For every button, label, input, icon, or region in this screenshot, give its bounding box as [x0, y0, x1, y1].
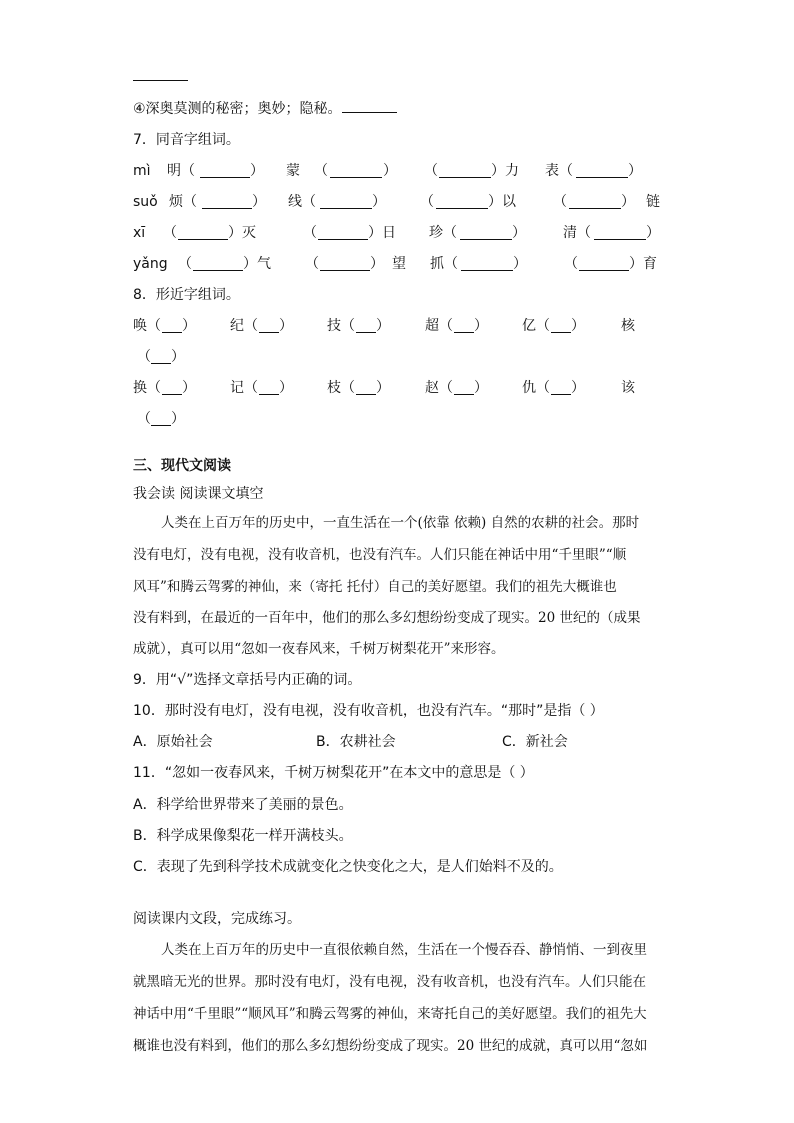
word-suffix: ）育: [629, 256, 657, 272]
answer-blank[interactable]: [594, 225, 646, 240]
section-subheading: 我会读 阅读课文填空: [133, 486, 264, 502]
answer-blank[interactable]: [551, 318, 571, 333]
q6-item-4: [133, 98, 397, 119]
passage-line: 没有料到，在最近的一百年中，他们的那么多幻想纷纷变成了现实。20 世纪的（成果: [133, 610, 641, 626]
passage-line: 人类在上百万年的历史中一直很依赖自然，生活在一个慢吞吞、静悄悄、一到夜里: [161, 942, 647, 958]
answer-blank[interactable]: [330, 163, 382, 178]
word-prefix: 唤（: [133, 318, 161, 334]
word-prefix: 珍（: [429, 225, 457, 241]
passage-line: 没有电灯，没有电视，没有收音机，也没有汽车。人们只能在神话中用“千里眼”“顺: [133, 547, 627, 563]
answer-blank[interactable]: [162, 380, 182, 395]
word-prefix: 表（: [545, 163, 573, 179]
word-prefix: 蒙: [286, 163, 300, 179]
q7-title: 7．同音字组词。: [133, 132, 240, 148]
passage-line: 就黑暗无光的世界。那时没有电灯，没有电视，没有收音机，也没有汽车。人们只能在: [133, 974, 646, 990]
word-suffix: ）: [182, 318, 196, 334]
reading-intro: 阅读课内文段，完成练习。: [133, 911, 301, 927]
word-suffix: ）: [571, 318, 585, 334]
word-suffix: ）: [571, 380, 585, 396]
answer-blank[interactable]: [439, 163, 491, 178]
word-suffix: ）: [171, 349, 185, 365]
word-suffix: ）日: [368, 225, 396, 241]
word-prefix: 仇（: [522, 380, 550, 396]
word-suffix: ）: [279, 380, 293, 396]
answer-blank[interactable]: [576, 163, 628, 178]
answer-blank[interactable]: [320, 256, 370, 271]
passage-line: 概谁也没有料到，他们的那么多幻想纷纷变成了现实。20 世纪的成就，真可以用“忽如: [133, 1038, 648, 1054]
word-suffix: ）: [182, 380, 196, 396]
word-prefix: 赵（: [425, 380, 453, 396]
word-prefix: 烦（: [169, 194, 197, 210]
answer-blank[interactable]: [200, 163, 250, 178]
answer-blank[interactable]: [193, 256, 243, 271]
passage-line: 人类在上百万年的历史中，一直生活在一个(依靠 依赖) 自然的农耕的社会。那时: [161, 515, 640, 531]
word-prefix: 核: [621, 318, 635, 334]
word-suffix: ）: [513, 256, 527, 272]
word-suffix: ）: [512, 225, 526, 241]
passage-line: 神话中用“千里眼”“顺风耳”和腾云驾雾的神仙，来寄托自己的美好愿望。我们的祖先大: [133, 1006, 647, 1022]
word-suffix: ）: [474, 380, 488, 396]
question-10: 10．那时没有电灯，没有电视，没有收音机，也没有汽车。“那时”是指（ ）: [133, 703, 604, 719]
pinyin-label: yǎng: [133, 256, 168, 272]
answer-blank[interactable]: [320, 194, 372, 209]
word-prefix: （: [420, 194, 434, 210]
word-prefix: 亿（: [522, 318, 550, 334]
answer-blank[interactable]: [356, 318, 376, 333]
answer-blank[interactable]: [259, 318, 279, 333]
word-prefix: （: [305, 256, 319, 272]
word-prefix: 该: [621, 380, 635, 396]
q6-item-4-text: ④深奥莫测的秘密；奥妙；隐秘。: [133, 101, 342, 117]
option-c[interactable]: C．表现了先到科学技术成就变化之快变化之大，是人们始料不及的。: [133, 859, 563, 875]
answer-blank[interactable]: [356, 380, 376, 395]
answer-blank[interactable]: [461, 256, 513, 271]
pinyin-label: suǒ: [133, 194, 158, 210]
word-suffix: ）以: [488, 194, 516, 210]
word-suffix: ）: [628, 163, 642, 179]
word-suffix: ）: [279, 318, 293, 334]
answer-blank[interactable]: [551, 380, 571, 395]
word-prefix: （: [564, 256, 578, 272]
word-prefix: （: [303, 225, 317, 241]
word-prefix: 换（: [133, 380, 161, 396]
word-prefix: （: [424, 163, 438, 179]
answer-blank[interactable]: [151, 349, 171, 364]
word-prefix: 明（: [167, 163, 195, 179]
word-prefix: （: [137, 411, 151, 427]
pinyin-label: mì: [133, 163, 151, 179]
word-prefix: 线（: [288, 194, 316, 210]
answer-blank[interactable]: [202, 194, 252, 209]
question-9: 9．用“√”选择文章括号内正确的词。: [133, 672, 362, 688]
word-suffix: ）: [372, 194, 386, 210]
option-b[interactable]: B．农耕社会: [316, 734, 396, 750]
word-suffix: ）: [474, 318, 488, 334]
answer-blank[interactable]: [460, 225, 512, 240]
word-prefix: 纪（: [230, 318, 258, 334]
word-prefix: （: [137, 349, 151, 365]
answer-blank[interactable]: [579, 256, 629, 271]
answer-blank[interactable]: [569, 194, 621, 209]
word-suffix: ）: [646, 225, 660, 241]
word-prefix: 望: [392, 256, 406, 272]
word-suffix: ）: [250, 163, 264, 179]
word-suffix: ）: [621, 194, 635, 210]
word-prefix: 技（: [327, 318, 355, 334]
option-a[interactable]: A．原始社会: [133, 734, 213, 750]
answer-blank[interactable]: [162, 318, 182, 333]
answer-blank[interactable]: [259, 380, 279, 395]
answer-blank[interactable]: [178, 225, 228, 240]
answer-blank[interactable]: [454, 318, 474, 333]
word-suffix: ）: [252, 194, 266, 210]
option-c[interactable]: C．新社会: [502, 734, 568, 750]
question-11: 11．“忽如一夜春风来，千树万树梨花开”在本文中的意思是（ ）: [133, 765, 534, 781]
word-suffix: ）灭: [228, 225, 256, 241]
word-prefix: 枝（: [327, 380, 355, 396]
passage-line: 风耳”和腾云驾雾的神仙，来（寄托 托付）自己的美好愿望。我们的祖先大概谁也: [133, 579, 617, 595]
word-prefix: （: [314, 163, 328, 179]
word-suffix: ）: [370, 256, 384, 272]
passage-line: 成就），真可以用“忽如一夜春风来，千树万树梨花开”来形容。: [133, 641, 505, 657]
word-suffix: ）: [376, 318, 390, 334]
word-prefix: 链: [646, 194, 660, 210]
answer-blank[interactable]: [151, 411, 171, 426]
answer-blank[interactable]: [318, 225, 368, 240]
answer-blank[interactable]: [436, 194, 488, 209]
word-prefix: （: [178, 256, 192, 272]
pinyin-label: xī: [133, 225, 146, 241]
word-prefix: （: [553, 194, 567, 210]
section-heading: 三、现代文阅读: [133, 458, 231, 474]
word-suffix: ）: [376, 380, 390, 396]
word-suffix: ）: [171, 411, 185, 427]
word-suffix: ）力: [491, 163, 519, 179]
word-suffix: ）气: [243, 256, 271, 272]
q8-title: 8．形近字组词。: [133, 287, 240, 303]
option-a[interactable]: A．科学给世界带来了美丽的景色。: [133, 797, 353, 813]
word-prefix: 清（: [563, 225, 591, 241]
word-prefix: 超（: [425, 318, 453, 334]
answer-blank[interactable]: [454, 380, 474, 395]
word-prefix: 记（: [230, 380, 258, 396]
option-b[interactable]: B．科学成果像梨花一样开满枝头。: [133, 828, 353, 844]
word-prefix: （: [163, 225, 177, 241]
answer-blank[interactable]: [342, 98, 397, 113]
word-suffix: ）: [383, 163, 397, 179]
answer-blank-line: [133, 80, 188, 81]
word-prefix: 抓（: [430, 256, 458, 272]
